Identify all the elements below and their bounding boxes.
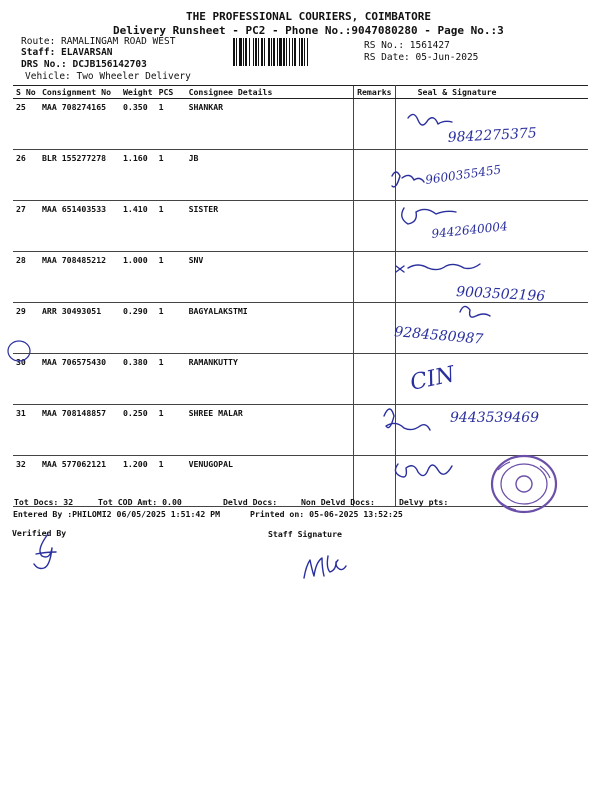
- col-seal: Seal & Signature: [395, 86, 588, 99]
- verified-by-label: Verified By: [12, 528, 67, 538]
- cell-consignment: MAA 651403533: [39, 201, 120, 252]
- signature-scribble-31: [384, 409, 430, 430]
- cell-sno: 28: [13, 252, 39, 303]
- seal-stamp: [478, 452, 560, 516]
- cell-sno: 27: [13, 201, 39, 252]
- printed-on: Printed on: 05-06-2025 13:52:25: [250, 509, 403, 519]
- signature-scribble-25: [408, 114, 452, 125]
- cell-weight: 1.410: [120, 201, 156, 252]
- cell-consignee: SISTER: [186, 201, 354, 252]
- cell-weight: 0.380: [120, 354, 156, 405]
- cell-pcs: 1: [156, 303, 186, 354]
- cell-consignee: JB: [186, 150, 354, 201]
- cell-consignee: SHANKAR: [186, 99, 354, 150]
- cell-consignee: SHREE MALAR: [186, 405, 354, 456]
- signature-number-25: 9842275375: [447, 125, 538, 146]
- staff-line: Staff: ELAVARSAN: [21, 47, 113, 58]
- staff-signature: [300, 548, 350, 582]
- runsheet-title: Delivery Runsheet - PC2 - Phone No.:9047080280 - Page No.:3: [113, 24, 504, 37]
- signature-number-30: CIN: [408, 362, 458, 396]
- cell-consignee: RAMANKUTTY: [186, 354, 354, 405]
- rs-date: RS Date: 05-Jun-2025: [364, 52, 479, 63]
- cell-weight: 1.160: [120, 150, 156, 201]
- signature-number-29: 9284580987: [393, 324, 484, 348]
- cell-weight: 0.290: [120, 303, 156, 354]
- barcode: [233, 38, 357, 66]
- col-consignment: Consignment No: [39, 86, 120, 99]
- total-docs: Tot Docs: 32: [14, 497, 74, 507]
- entered-by: Entered By :PHILOMI2 06/05/2025 1:51:42 PM: [13, 509, 221, 519]
- cell-consignment: BLR 155277278: [39, 150, 120, 201]
- col-pcs: PCS: [156, 86, 186, 99]
- cell-pcs: 1: [156, 252, 186, 303]
- verified-signature: [28, 530, 68, 570]
- cell-sno: 25: [13, 99, 39, 150]
- signature-scribble-32: [395, 464, 452, 477]
- table-header: [13, 86, 588, 99]
- cell-consignment: ARR 30493051: [39, 303, 120, 354]
- signature-scribble-28: [396, 264, 480, 272]
- cell-sno: 29: [13, 303, 39, 354]
- vehicle-line: Vehicle: Two Wheeler Delivery: [25, 71, 191, 82]
- signature-scribble-29: [460, 306, 490, 317]
- col-remarks: Remarks: [354, 86, 396, 99]
- cell-weight: 1.200: [120, 456, 156, 507]
- staff-signature-label: Staff Signature: [268, 529, 342, 539]
- cell-consignee: SNV: [186, 252, 354, 303]
- signature-area: [380, 98, 590, 498]
- cell-consignment: MAA 577062121: [39, 456, 120, 507]
- cell-sno: 31: [13, 405, 39, 456]
- signature-scribble-26: [392, 172, 424, 187]
- cell-consignee: VENUGOPAL: [186, 456, 354, 507]
- cell-weight: 1.000: [120, 252, 156, 303]
- signature-number-28: 9003502196: [455, 284, 546, 305]
- cell-pcs: 1: [156, 405, 186, 456]
- cell-pcs: 1: [156, 354, 186, 405]
- cell-consignment: MAA 708274165: [39, 99, 120, 150]
- route-line: Route: RAMALINGAM ROAD WEST: [21, 36, 176, 47]
- signature-number-26: 9600355455: [424, 162, 503, 187]
- cell-sno: 32: [13, 456, 39, 507]
- cell-consignment: MAA 708148857: [39, 405, 120, 456]
- col-sno: S No: [13, 86, 39, 99]
- rs-number: RS No.: 1561427: [364, 40, 450, 51]
- col-weight: Weight: [120, 86, 156, 99]
- cell-weight: 0.350: [120, 99, 156, 150]
- delivered-docs: Delvd Docs:: [223, 497, 278, 507]
- circle-mark: [6, 338, 32, 364]
- non-delivered-docs: Non Delvd Docs:: [301, 497, 375, 507]
- cell-sno: 30: [13, 354, 39, 405]
- col-consignee: Consignee Details: [186, 86, 354, 99]
- cell-pcs: 1: [156, 201, 186, 252]
- signature-number-27: 9442640004: [430, 219, 509, 241]
- company-name: THE PROFESSIONAL COURIERS, COIMBATORE: [186, 10, 432, 23]
- delivery-points: Delvy pts:: [399, 497, 449, 507]
- cell-pcs: 1: [156, 150, 186, 201]
- cell-sno: 26: [13, 150, 39, 201]
- signature-number-31: 9443539469: [450, 410, 540, 426]
- cell-pcs: 1: [156, 99, 186, 150]
- cell-pcs: 1: [156, 456, 186, 507]
- cell-consignment: MAA 708485212: [39, 252, 120, 303]
- signature-scribble-27: [402, 208, 456, 224]
- cell-consignment: MAA 706575430: [39, 354, 120, 405]
- total-cod: Tot COD Amt: 0.00: [98, 497, 182, 507]
- cell-consignee: BAGYALAKSTMI: [186, 303, 354, 354]
- cell-weight: 0.250: [120, 405, 156, 456]
- drs-line: DRS No.: DCJB156142703: [21, 59, 147, 70]
